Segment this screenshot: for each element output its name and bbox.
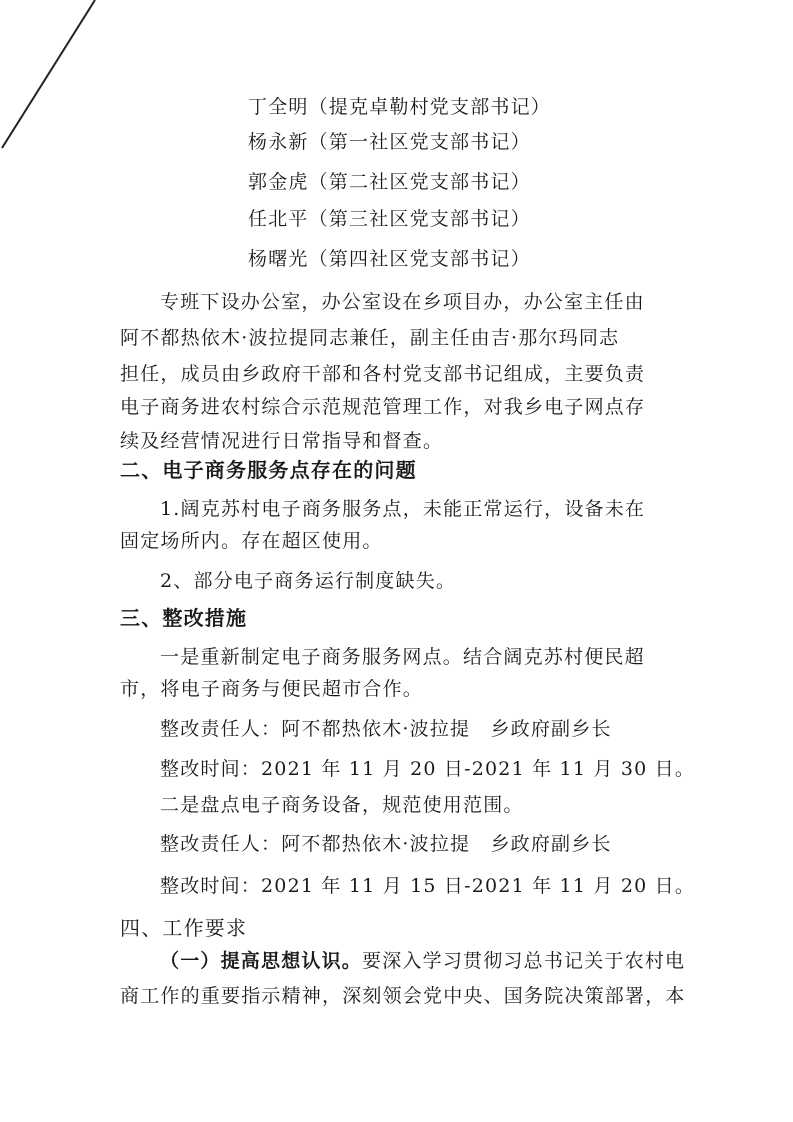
responsible-line: 整改责任人：阿不都热依木·波拉提 乡政府副乡长 bbox=[160, 718, 612, 740]
office-paragraph-line: 阿不都热依木·波拉提同志兼任，副主任由吉·那尔玛同志 bbox=[120, 327, 620, 349]
member-line: 杨永新（第一社区党支部书记） bbox=[248, 131, 531, 153]
requirement-title: （一）提高思想认识。 bbox=[160, 950, 363, 972]
member-line: 任北平（第三社区党支部书记） bbox=[248, 208, 531, 230]
section-heading: 二、电子商务服务点存在的问题 bbox=[120, 458, 417, 482]
requirement-line: 商工作的重要指示精神，深刻领会党中央、国务院决策部署，本 bbox=[120, 985, 686, 1007]
time-line: 整改时间：2021 年 11 月 20 日-2021 年 11 月 30 日。 bbox=[160, 758, 696, 780]
section-heading: 四、工作要求 bbox=[120, 916, 248, 940]
responsible-line: 整改责任人：阿不都热依木·波拉提 乡政府副乡长 bbox=[160, 833, 612, 855]
time-line: 整改时间：2021 年 11 月 15 日-2021 年 11 月 20 日。 bbox=[160, 875, 696, 897]
member-line: 丁全明（提克卓勒村党支部书记） bbox=[248, 96, 552, 118]
office-paragraph-line: 担任，成员由乡政府干部和各村党支部书记组成，主要负责 bbox=[120, 363, 646, 385]
member-line: 杨曙光（第四社区党支部书记） bbox=[248, 248, 531, 270]
issue-line: 固定场所内。存在超区使用。 bbox=[120, 530, 383, 552]
office-paragraph-line: 专班下设办公室，办公室设在乡项目办，办公室主任由 bbox=[160, 291, 645, 313]
section-heading: 三、整改措施 bbox=[120, 606, 248, 630]
issue-line: 2、部分电子商务运行制度缺失。 bbox=[160, 570, 457, 592]
requirement-text: 要深入学习贯彻习总书记关于农村电 bbox=[362, 950, 686, 972]
office-paragraph-line: 续及经营情况进行日常指导和督查。 bbox=[120, 430, 444, 452]
measure-line: 一是重新制定电子商务服务网点。结合阔克苏村便民超 bbox=[160, 646, 645, 668]
issue-line: 1.阔克苏村电子商务服务点，未能正常运行，设备未在 bbox=[160, 498, 646, 520]
measure-line: 市，将电子商务与便民超市合作。 bbox=[120, 678, 424, 700]
office-paragraph-line: 电子商务进农村综合示范规范管理工作，对我乡电子网点存 bbox=[120, 396, 646, 418]
measure-line: 二是盘点电子商务设备，规范使用范围。 bbox=[160, 794, 524, 816]
member-line: 郭金虎（第二社区党支部书记） bbox=[248, 171, 531, 193]
requirement-line bbox=[160, 947, 685, 975]
scan-edge-line bbox=[0, 0, 100, 150]
